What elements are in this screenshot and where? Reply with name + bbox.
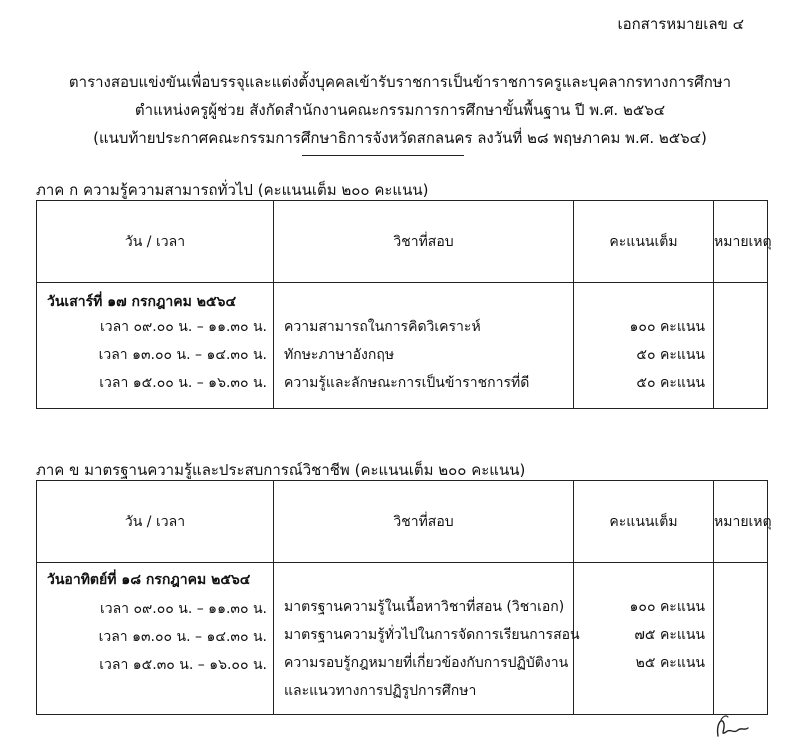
col-header-full-score: คะแนนเต็ม	[574, 201, 714, 283]
section-a-table	[36, 200, 772, 409]
heading-divider	[302, 155, 464, 156]
section-a-score-3: ๕๐ คะแนน	[636, 375, 705, 391]
section-b-day: วันอาทิตย์ที่ ๑๘ กรกฎาคม ๒๕๖๔	[47, 572, 251, 588]
section-b-subject-2: มาตรฐานความรู้ทั่วไปในการจัดการเรียนการสอน	[284, 627, 580, 643]
heading-line-3: (แนบท้ายประกาศคณะกรรมการศึกษาธิการจังหวัดสกลนคร ลงวันที่ ๒๘ พฤษภาคม พ.ศ. ๒๕๖๔)	[93, 129, 707, 147]
section-b-header-row	[37, 481, 768, 563]
heading-line-1: ตารางสอบแข่งขันเพื่อบรรจุและแต่งตั้งบุคคลเข้ารับราชการเป็นข้าราชการครูและบุคลากรทางการศึกษา	[68, 73, 732, 91]
section-a-subject-3: ความรู้และลักษณะการเป็นข้าราชการที่ดี	[284, 375, 530, 391]
section-b-times	[37, 591, 273, 679]
section-b-subject-1: มาตรฐานความรู้ในเนื้อหาวิชาที่สอน (วิชาเอก)	[284, 599, 565, 615]
section-a-title: ภาค ก ความรู้ความสามารถทั่วไป (คะแนนเต็ม ๒๐๐ คะแนน)	[36, 181, 429, 199]
section-a-score-2: ๕๐ คะแนน	[636, 347, 705, 363]
section-b-time-3: เวลา ๑๕.๓๐ น. – ๑๖.๐๐ น.	[99, 657, 267, 673]
section-b-time-1: เวลา ๐๙.๐๐ น. – ๑๑.๓๐ น.	[99, 601, 267, 617]
section-b-score-2: ๗๕ คะแนน	[634, 627, 705, 643]
section-b-row	[37, 563, 768, 715]
col-header-datetime: วัน / เวลา	[37, 201, 274, 283]
section-a-score-cell	[574, 283, 714, 409]
heading-line-2: ตำแหน่งครูผู้ช่วย สังกัดสำนักงานคณะกรรมการการศึกษาขั้นพื้นฐาน ปี พ.ศ. ๒๕๖๔	[134, 101, 666, 119]
document-heading	[0, 68, 800, 152]
section-b-scores	[574, 593, 713, 677]
section-a-subject-1: ความสามารถในการคิดวิเคราะห์	[284, 319, 481, 335]
col-header-remark-b: หมายเหตุ	[714, 481, 768, 563]
section-b-subject-3: ความรอบรู้กฎหมายที่เกี่ยวข้องกับการปฏิบัติงาน	[284, 655, 569, 671]
section-b-subject-cell	[274, 563, 580, 715]
section-a-subject-cell	[274, 283, 574, 409]
document-number: เอกสารหมายเลข ๔	[617, 15, 744, 33]
section-b-score-cell	[574, 563, 714, 715]
section-a-row	[37, 283, 768, 409]
section-b-time-2: เวลา ๑๓.๐๐ น. – ๑๔.๓๐ น.	[98, 629, 267, 645]
section-b-score-3: ๒๕ คะแนน	[635, 655, 705, 671]
section-b-score-1: ๑๐๐ คะแนน	[629, 599, 705, 615]
section-a-times	[37, 313, 273, 397]
section-a-datetime-cell	[37, 283, 274, 409]
section-b-table	[36, 480, 772, 715]
section-a-score-1: ๑๐๐ คะแนน	[629, 319, 705, 335]
section-a-time-2: เวลา ๑๓.๐๐ น. – ๑๔.๓๐ น.	[98, 347, 267, 363]
col-header-remark: หมายเหตุ	[714, 201, 768, 283]
section-a-time-1: เวลา ๐๙.๐๐ น. – ๑๑.๓๐ น.	[99, 319, 267, 335]
section-a-subjects	[274, 313, 573, 397]
section-a-subject-2: ทักษะภาษาอังกฤษ	[284, 347, 395, 363]
section-b-title: ภาค ข มาตรฐานความรู้และประสบการณ์วิชาชีพ (คะแนนเต็ม ๒๐๐ คะแนน)	[36, 461, 526, 479]
section-a-scores	[574, 313, 713, 397]
col-header-datetime-b: วัน / เวลา	[37, 481, 274, 563]
section-a-time-3: เวลา ๑๕.๐๐ น. – ๑๖.๓๐ น.	[99, 375, 267, 391]
col-header-subject: วิชาที่สอบ	[274, 201, 574, 283]
section-a-day: วันเสาร์ที่ ๑๗ กรกฎาคม ๒๕๖๔	[47, 294, 237, 310]
section-a-header-row	[37, 201, 768, 283]
col-header-full-score-b: คะแนนเต็ม	[574, 481, 714, 563]
section-b-remark-cell	[714, 563, 768, 715]
section-b-datetime-cell	[37, 563, 274, 715]
col-header-subject-b: วิชาที่สอบ	[274, 481, 574, 563]
section-a-remark-cell	[714, 283, 768, 409]
section-b-subjects	[274, 593, 580, 705]
section-b-subject-4: และแนวทางการปฏิรูปการศึกษา	[284, 683, 477, 699]
signature-mark	[712, 710, 752, 740]
